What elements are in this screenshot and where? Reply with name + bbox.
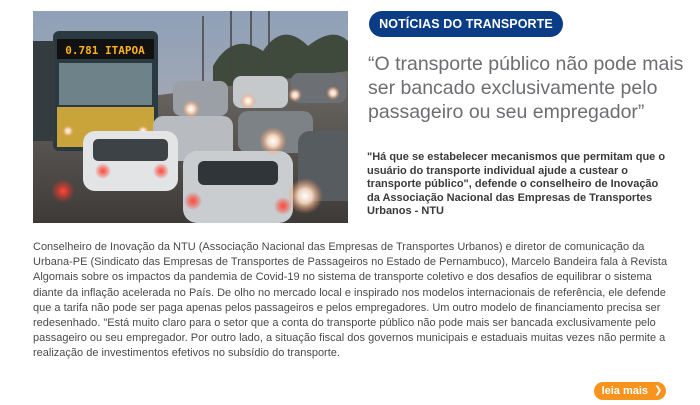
- bus-destination-sign: 0.781 ITAPOA: [65, 44, 145, 57]
- article-headline: “O transporte público não pode mais ser bancado exclusivamente pelo passageiro ou seu empregador”: [368, 53, 684, 123]
- section-badge: NOTÍCIAS DO TRANSPORTE: [369, 11, 563, 37]
- article-summary: "Há que se estabelecer mecanismos que permitam que o usuário do transporte individual ajude a custear o transporte público", defende o conselheiro de Inovação da Associação Nacional das Empresas de Transportes Urbanos - NTU: [367, 151, 666, 218]
- traffic-photo-illustration: [33, 11, 348, 223]
- article-photo: [33, 11, 348, 223]
- read-more-label: leia mais: [601, 385, 649, 397]
- read-more-button[interactable]: [594, 382, 666, 400]
- article-body: Conselheiro de Inovação da NTU (Associação Nacional das Empresas de Transportes Urbanos) e diretor de comunicação da Urbana-PE (Sindicato das Empresas de Transportes de Passageiros no Estado de Pernambuco), Marcelo Bandeira fala à Revista Algomais sobre os impactos da pandemia de Covid-19 no sistema de transporte coletivo e dos desafios de equilibrar o sistema diante da inflação acelerada no País. De olho no mercado local e inspirado nos modelos internacionais de referência, ele defende que a tarifa não pode ser paga apenas pelos passageiros e pelos empregadores. Um outro modelo de financiamento precisa ser redesenhado. "Está muito claro para o setor que a conta do transporte público não pode mais ser bancada exclusivamente pelo passageiro ou seu empregador. Por outro lado, a situação fiscal dos governos municipais e estaduais muitas vezes não permite a realização de investimentos efetivos no subsídio do transporte.: [33, 241, 668, 360]
- chevron-right-icon: ❯: [654, 385, 663, 396]
